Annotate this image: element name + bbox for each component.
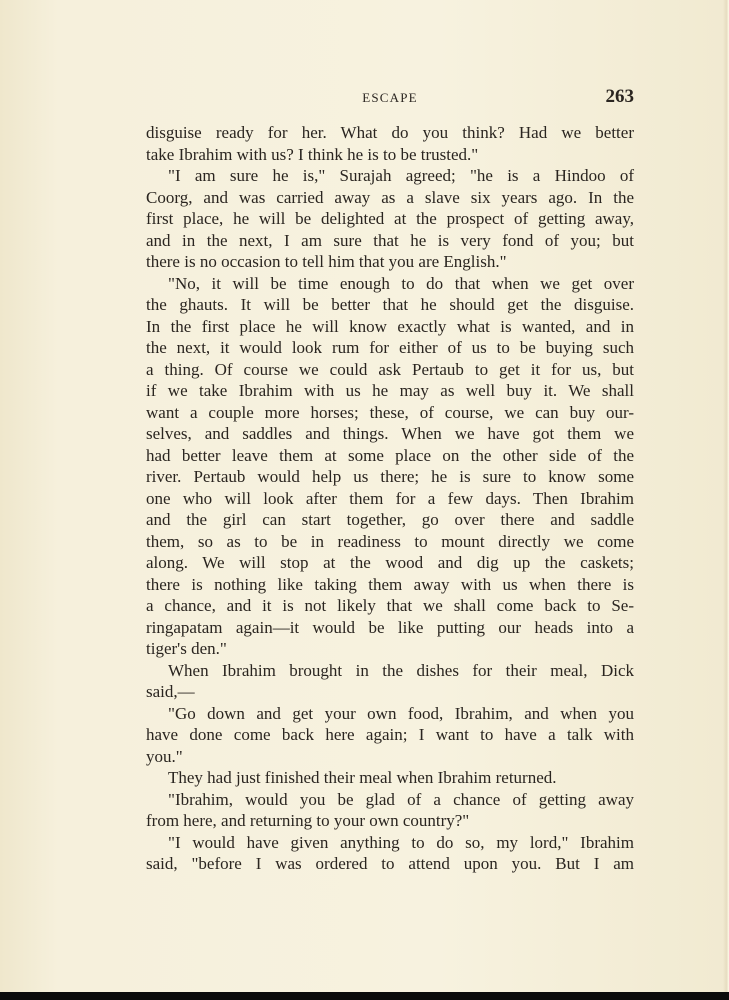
page-edge [723, 0, 729, 1000]
text-line: there is no occasion to tell him that you are English." [146, 252, 507, 271]
text-line: want a couple more horses; these, of course, we can buy our- [146, 402, 634, 422]
bottom-border [0, 992, 729, 1000]
text-line: "I would have given anything to do so, my lord," Ibrahim [168, 832, 634, 852]
text-line: "I am sure he is," Surajah agreed; "he is a Hindoo of [168, 166, 634, 185]
text-line: When Ibrahim brought in the dishes for their meal, Dick [168, 660, 634, 680]
text-line: first place, he will be delighted at the prospect of getting away, [146, 209, 634, 228]
running-head: ESCAPE [362, 90, 418, 105]
text-line: have done come back here again; I want to have a talk with [146, 725, 634, 744]
text-line: the next, it would look rum for either of us to be buying such [146, 338, 634, 357]
page-header [146, 88, 634, 110]
text-line: them, so as to be in readiness to mount directly we come [146, 531, 634, 551]
text-line: a chance, and it is not likely that we shall come back to Se- [146, 596, 634, 615]
text-line: from here, and returning to your own country?" [146, 811, 470, 830]
text-line: river. Pertaub would help us there; he is sure to know some [146, 467, 634, 486]
text-line: In the first place he will know exactly what is wanted, and in [146, 316, 634, 336]
text-line: "Go down and get your own food, Ibrahim, and when you [168, 703, 634, 723]
text-line: said, "before I was ordered to attend upon you. But I am [146, 854, 634, 873]
text-line: "No, it will be time enough to do that when we get over [168, 273, 634, 293]
text-line: "Ibrahim, would you be glad of a chance of getting away [168, 789, 634, 809]
text-line: had better leave them at some place on the other side of the [146, 445, 634, 465]
text-line: along. We will stop at the wood and dig up the caskets; [146, 553, 634, 572]
text-line: you." [146, 746, 183, 766]
text-line: one who will look after them for a few days. Then Ibrahim [146, 488, 634, 508]
text-line: the ghauts. It will be better that he should get the disguise. [146, 295, 634, 314]
body-text [146, 122, 634, 875]
text-line: They had just finished their meal when Ibrahim returned. [168, 768, 557, 787]
text-line: take Ibrahim with us? I think he is to be trusted." [146, 144, 479, 164]
page-number: 263 [605, 86, 634, 107]
text-line: tiger's den." [146, 639, 227, 658]
text-line: and the girl can start together, go over there and saddle [146, 510, 634, 529]
text-line: ringapatam again—it would be like putting our heads into a [146, 617, 634, 637]
text-line: a thing. Of course we could ask Pertaub to get it for us, but [146, 359, 634, 379]
text-line: Coorg, and was carried away as a slave six years ago. In the [146, 187, 634, 207]
text-line: there is nothing like taking them away with us when there is [146, 574, 634, 594]
text-line: disguise ready for her. What do you think? Had we better [146, 123, 634, 142]
text-line: and in the next, I am sure that he is very fond of you; but [146, 230, 634, 250]
text-line: said,— [146, 682, 195, 701]
text-line: if we take Ibrahim with us he may as well buy it. We shall [146, 381, 634, 400]
text-line: selves, and saddles and things. When we have got them we [146, 424, 634, 443]
